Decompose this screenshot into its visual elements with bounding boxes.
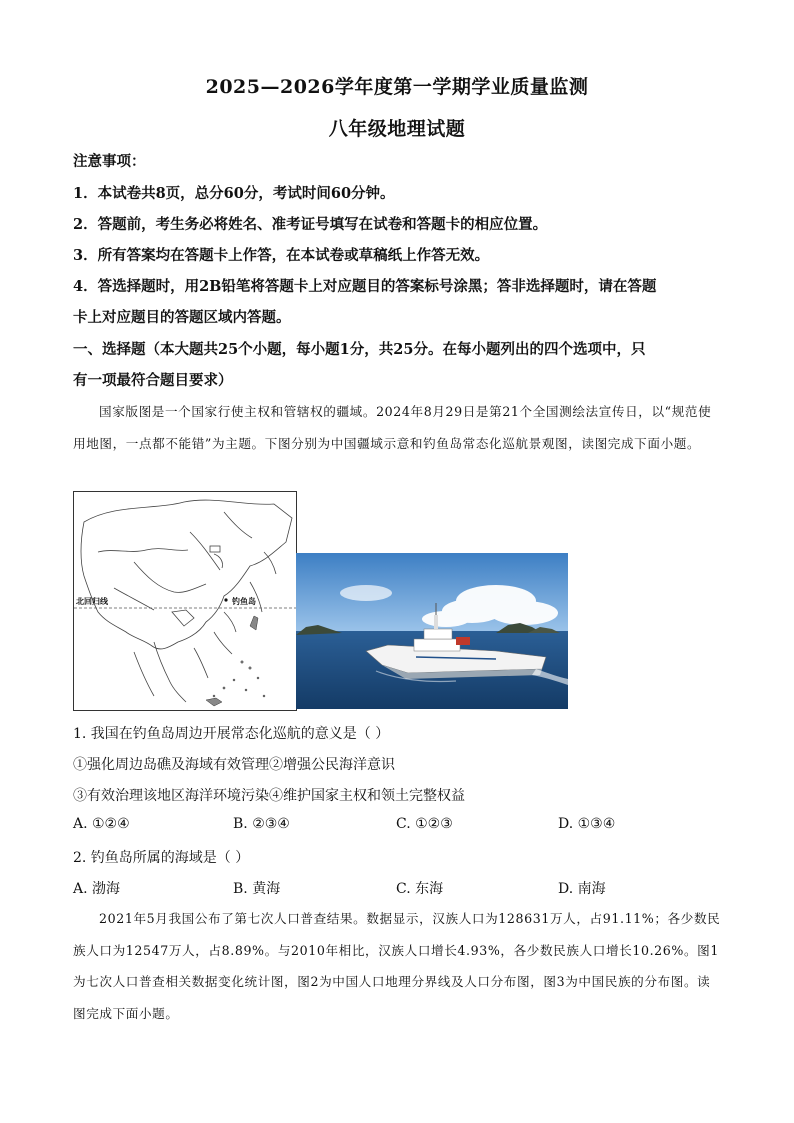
exam-title: 2025—2026学年度第一学期学业质量监测 — [205, 76, 589, 98]
photo-drawing — [296, 553, 568, 709]
question-1-statements-a: ①强化周边岛礁及海域有效管理②增强公民海洋意识 — [73, 757, 395, 773]
china-territory-map — [73, 491, 297, 711]
section-heading-line1: 一、选择题（本大题共25个小题，每小题1分，共25分。在每小题列出的四个选项中，只 — [73, 341, 646, 358]
notice-item-1: 1．本试卷共8页，总分60分，考试时间60分钟。 — [73, 185, 395, 202]
question-2-option-c[interactable]: C. 东海 — [396, 881, 444, 897]
passage-2: 2021年5月我国公布了第七次人口普查结果。数据显示，汉族人口为128631万人，占91.11%；各少数民族人口为12547万人，占8.89%。与2010年相比，汉族人口增长4.93%，各少数民族人口增长10.26%。图1为七次人口普查相关数据变化统计图，图2为中国人口地理分界线及人口分布图，图3为中国民族的分布图。读图完成下面小题。 — [73, 911, 721, 1021]
question-1-statements-b: ③有效治理该地区海洋环境污染④维护国家主权和领土完整权益 — [73, 788, 465, 804]
question-2-option-b[interactable]: B. 黄海 — [233, 881, 281, 897]
question-1-stem: 1. 我国在钓鱼岛周边开展常态化巡航的意义是（ ） — [73, 726, 390, 742]
notice-item-4-cont: 卡上对应题目的答题区域内答题。 — [73, 309, 291, 326]
question-1-option-a[interactable]: A. ①②④ — [73, 816, 130, 832]
passage-1: 国家版图是一个国家行使主权和管辖权的疆域。2024年8月29日是第21个全国测绘法宣传日，以“规范使用地图，一点都不能错”为主题。下图分别为中国疆域示意和钓鱼岛常态化巡航景观图，读图完成下面小题。 — [73, 404, 712, 451]
question-2-stem: 2. 钓鱼岛所属的海域是（ ） — [73, 850, 250, 866]
question-2-option-d[interactable]: D. 南海 — [558, 881, 606, 897]
diaoyu-label: 钓鱼岛 — [232, 597, 256, 606]
question-1-option-b[interactable]: B. ②③④ — [233, 816, 290, 832]
notice-heading: 注意事项： — [73, 153, 146, 170]
notice-item-2: 2．答题前，考生务必将姓名、准考证号填写在试卷和答题卡的相应位置。 — [73, 216, 548, 233]
patrol-ship-photo — [296, 553, 568, 709]
notice-item-4: 4．答选择题时，用2B铅笔将答题卡上对应题目的答案标号涂黑；答非选择题时，请在答题 — [73, 278, 657, 295]
question-1-option-c[interactable]: C. ①②③ — [396, 816, 453, 832]
section-heading-line2: 有一项最符合题目要求） — [73, 372, 233, 389]
exam-subtitle: 八年级地理试题 — [328, 118, 466, 140]
notice-item-3: 3．所有答案均在答题卡上作答，在本试卷或草稿纸上作答无效。 — [73, 247, 490, 264]
question-1-option-d[interactable]: D. ①③④ — [558, 816, 616, 832]
tropic-label: 北回归线 — [76, 597, 108, 606]
question-2-option-a[interactable]: A. 渤海 — [73, 881, 121, 897]
map-drawing — [74, 492, 296, 710]
